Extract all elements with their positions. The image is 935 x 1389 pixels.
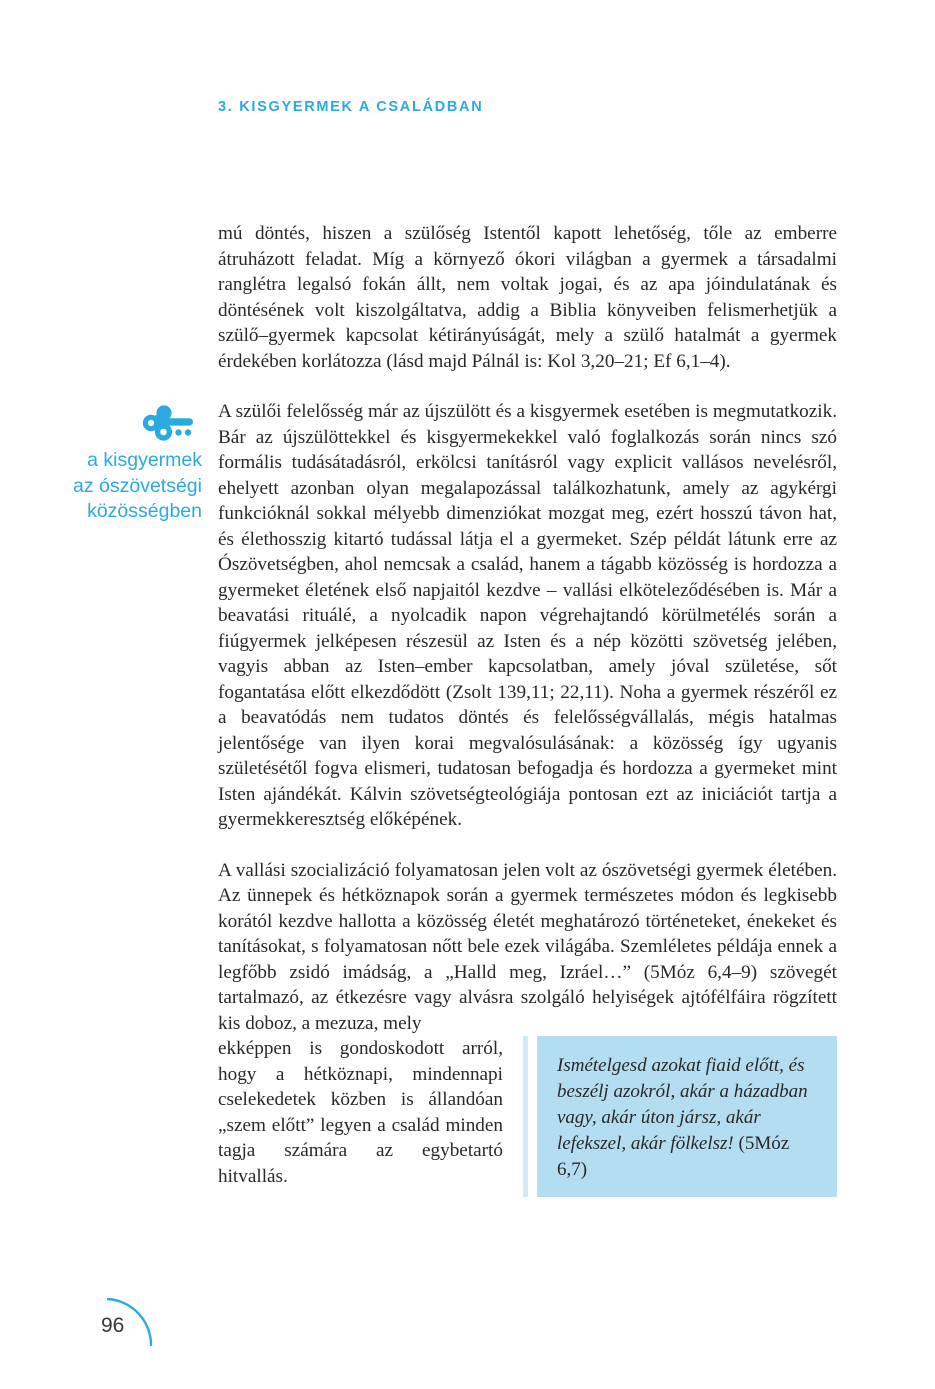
chapter-header: 3. KISGYERMEK A CSALÁDBAN — [218, 99, 484, 115]
section-sidebar-label — [30, 448, 202, 525]
bottom-row — [218, 1036, 837, 1197]
quote-vertical-rule — [523, 1036, 528, 1197]
bible-quote-reference: (5Móz 6,7) — [557, 1133, 790, 1180]
page-number: 96 — [101, 1314, 125, 1337]
bible-quote-text: Ismételgesd azokat fiaid előtt, és beszélj azokról, akár a házadban vagy, akár úton jársz, akár lefekszel, akár fölkelsz! — [557, 1055, 808, 1154]
body-paragraph-1: mú döntés, hiszen a szülőség Istentől kapott lehetőség, tőle az emberre átruházott feladat. Míg a környező ókori világban a gyermek a társadalmi ranglétra legalsó fokán állt, nem voltak jogai, és az apa jóindulatának és döntésének volt kiszolgáltatva, addig a Biblia könyveiben felismerhetjük a szülő–gyermek kapcsolat kétirányúságát, mely a szülő hatalmát a gyermek érdekében korlátozza (lásd majd Pálnál is: Kol 3,20–21; Ef 6,1–4). — [218, 223, 837, 372]
corner-arc-decoration — [107, 1296, 157, 1348]
bible-quote-box — [537, 1036, 837, 1197]
sidebar-label-line: az ószövetségi — [73, 474, 202, 497]
body-text-column — [218, 221, 837, 1197]
key-circles-icon — [137, 402, 199, 448]
body-paragraph-2: A szülői felelősség már az újszülött és a kisgyermek esetében is megmutatkozik. Bár az újszülöttekkel és kisgyermekekkel való foglalkozás során nincs szó formális tudásátadásról, erkölcsi tanításról vagy explicit vallásos nevelésről, ehelyett azonban olyan megalapozással találkozhatunk, amely az agykérgi funkcióknál sokkal mélyebb dimenziókat mozgat meg, ezért hosszú távon hat, és élethosszig kitartó tudással látja el a gyermeket. Szép példát látunk erre az Ószövetségben, ahol nemcsak a család, hanem a tágabb közösség is hordozza a gyermeket életének első napjaitól kezdve – vallási elköteleződésében is. Már a beavatási rituálé, a nyolcadik napon végrehajtandó körülmetélés során a fiúgyermek jelképesen részesül az Isten és a nép közötti szövetség jelében, vagyis abban az Isten–ember kapcsolatban, amely jóval születése, sőt fogantatása előtt elkezdődött (Zsolt 139,11; 22,11). Noha a gyermek részéről ez a beavatódás nem tudatos döntés és felelősségvállalás, mégis hatalmas jelentősége van ilyen korai megvalósulásának: a közösség így ugyanis születésétől fogva elismeri, tudatosan befogadja és hordozza a gyermeket mint Isten ajándékát. Kálvin szövetségteológiája pontosan ezt az iniciációt tartja a gyermekkeresztség előképének. — [218, 401, 837, 830]
body-paragraph-3: A vallási szocializáció folyamatosan jelen volt az ószövetségi gyermek életében. Az ünnepek és hétköznapok során a gyermek természetes módon és legkisebb korától kezdve hallotta a közösség életét meghatározó történeteket, énekeket és tanításokat, s folyamatosan nőtt bele ezek világába. Szemléletes példája ennek a legfőbb zsidó imádság, a „Halld meg, Izráel…” (5Móz 6,4–9) szövegét tartalmazó, az étkezésre vagy alvásra szolgáló helyiségek ajtófélfáira rögzített kis doboz, a mezuza, mely — [218, 859, 837, 1034]
sidebar-label-line: közösségben — [87, 500, 202, 522]
narrow-column-text: ekképpen is gondoskodott arról, hogy a hétköznapi, mindennapi cselekedetek közben is állandóan „szem előtt” legyen a család minden tagja számára az egybetartó hitvallás. — [218, 1038, 503, 1187]
sidebar-label-line: a kisgyermek — [87, 449, 202, 471]
